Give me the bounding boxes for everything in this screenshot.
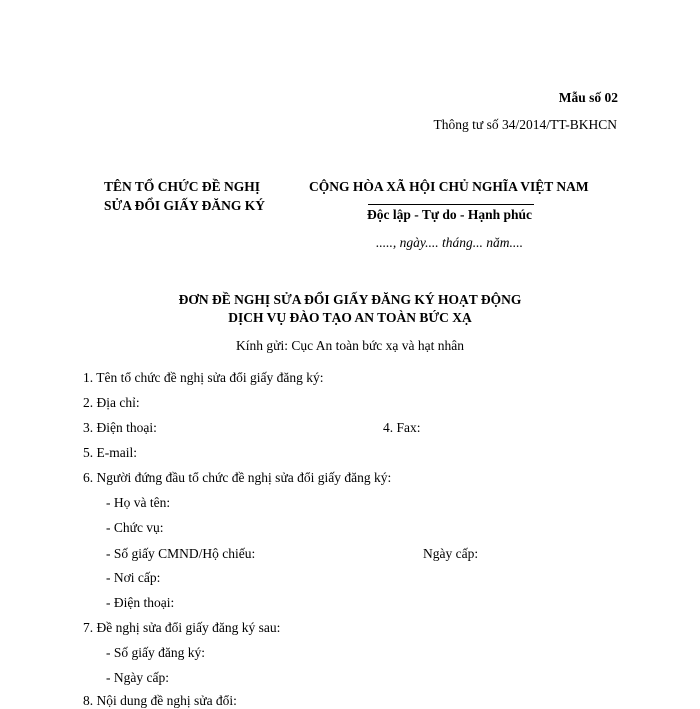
- item-4-fax: 4. Fax:: [383, 420, 421, 435]
- nation-motto: Độc lập - Tự do - Hạnh phúc: [367, 207, 533, 222]
- item-1-org-name: 1. Tên tổ chức đề nghị sửa đổi giấy đăng ký:: [83, 370, 324, 385]
- item-6-id-number: - Số giấy CMND/Hộ chiếu:: [106, 546, 256, 561]
- item-6-position: - Chức vụ:: [106, 520, 164, 535]
- form-code: Mẫu số 02: [558, 90, 618, 105]
- circular-reference: Thông tư số 34/2014/TT-BKHCN: [433, 117, 617, 132]
- item-6-issue-place: - Nơi cấp:: [106, 570, 161, 585]
- date-line: ....., ngày.... tháng... năm....: [376, 235, 523, 250]
- item-5-email: 5. E-mail:: [83, 445, 137, 460]
- item-7-license: 7. Đề nghị sửa đổi giấy đăng ký sau:: [83, 620, 281, 635]
- item-6-phone: - Điện thoại:: [106, 595, 175, 610]
- item-6-issue-date: Ngày cấp:: [423, 546, 479, 561]
- item-6-full-name: - Họ và tên:: [106, 495, 171, 510]
- item-7-license-date: - Ngày cấp:: [106, 670, 169, 685]
- item-6-head-of-org: 6. Người đứng đầu tổ chức đề nghị sửa đổi giấy đăng ký:: [83, 470, 392, 485]
- document-title: [0, 291, 700, 327]
- item-7-license-number: - Số giấy đăng ký:: [106, 645, 205, 660]
- document-title-line-1: ĐƠN ĐỀ NGHỊ SỬA ĐỔI GIẤY ĐĂNG KÝ HOẠT ĐỘNG: [178, 292, 522, 307]
- organization-block: [104, 177, 265, 215]
- nation-title-underline: [368, 204, 534, 205]
- organization-line-2: SỬA ĐỔI GIẤY ĐĂNG KÝ: [104, 198, 266, 213]
- item-2-address: 2. Địa chỉ:: [83, 395, 140, 410]
- item-8-amendment-content: 8. Nội dung đề nghị sửa đổi:: [83, 693, 237, 708]
- document-title-line-2: DỊCH VỤ ĐÀO TẠO AN TOÀN BỨC XẠ: [228, 310, 472, 325]
- item-3-phone: 3. Điện thoại:: [83, 420, 157, 435]
- addressee: Kính gửi: Cục An toàn bức xạ và hạt nhân: [236, 338, 464, 353]
- nation-title: CỘNG HÒA XÃ HỘI CHỦ NGHĨA VIỆT NAM: [309, 179, 589, 194]
- organization-line-1: TÊN TỔ CHỨC ĐỀ NGHỊ: [104, 179, 261, 194]
